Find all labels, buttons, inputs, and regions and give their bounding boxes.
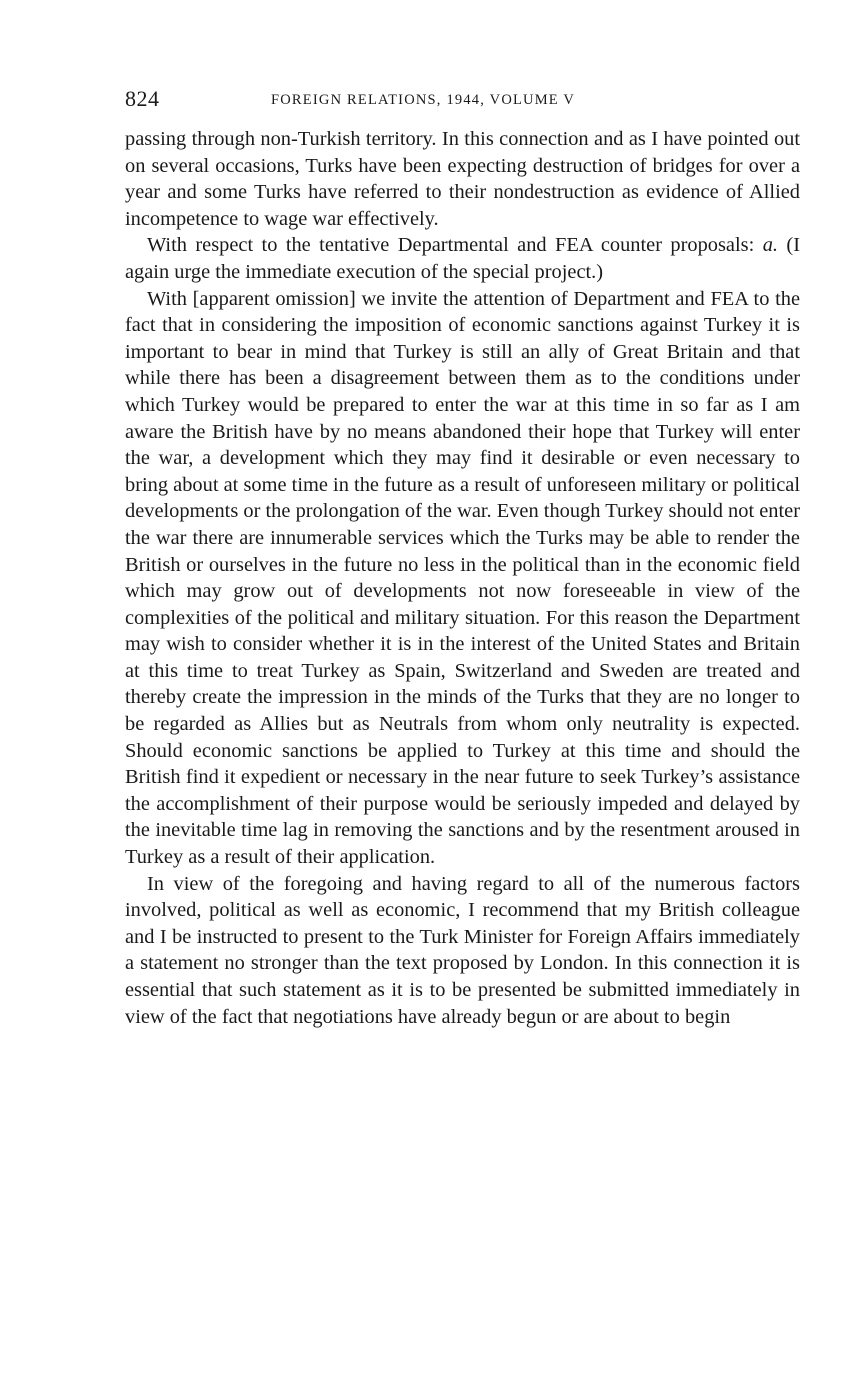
running-head <box>125 84 800 116</box>
body-text <box>125 126 800 1030</box>
paragraph-text: With respect to the tentative Departmental and FEA counter proposals: <box>147 234 763 257</box>
paragraph-continuation: passing through non-Turkish territory. In this connection and as I have pointed out on several occasions, Turks have been expecting destruction of bridges for over a year and some Turks have referred to their nondestruction as evidence of Allied incompetence to wage war effectively. <box>125 128 800 230</box>
paragraph-text: (I again urge the immediate execution of the special project.) <box>125 234 800 283</box>
page-number: 824 <box>125 86 160 111</box>
running-title: FOREIGN RELATIONS, 1944, VOLUME V <box>271 92 576 108</box>
paragraph-counter-proposals <box>125 232 800 285</box>
paragraph-recommendation: In view of the foregoing and having regard to all of the numerous factors involved, political as well as economic, I recommend that my British colleague and I be instructed to present to the Turk Minister for Foreign Affairs immediately a statement no stronger than the text proposed by London. In this connection it is essential that such statement as it is to be presented be submitted immediately in view of the fact that negotiations have already begun or are about to begin <box>125 872 800 1028</box>
list-letter: a. <box>762 234 778 257</box>
document-page <box>125 84 800 1030</box>
paragraph-sanctions: With [apparent omission] we invite the attention of Department and FEA to the fact that in considering the imposition of economic sanctions against Turkey it is important to bear in mind that Turkey is still an ally of Great Britain and that while there has been a disagreement between them as to the conditions under which Turkey would be prepared to enter the war at this time in so far as I am aware the British have by no means abandoned their hope that Turkey will enter the war, a development which they may find it desirable or even necessary to bring about at some time in the future as a result of unforeseen military or political developments or the prolongation of the war. Even though Turkey should not enter the war there are innumerable services which the Turks may be able to render the British or ourselves in the future no less in the political than in the economic field which may grow out of developments not now foreseeable in view of the complexities of the political and military situation. For this reason the Department may wish to consider whether it is in the interest of the United States and Britain at this time to treat Turkey as Spain, Switzerland and Sweden are treated and thereby create the impression in the minds of the Turks that they are no longer to be regarded as Allies but as Neutrals from whom only neutrality is expected. Should economic sanctions be applied to Turkey at this time and should the British find it expedient or necessary in the near future to seek Turkey’s assistance the accomplishment of their purpose would be seriously impeded and delayed by the inevitable time lag in removing the sanctions and by the resentment aroused in Turkey as a result of their application. <box>125 287 800 869</box>
